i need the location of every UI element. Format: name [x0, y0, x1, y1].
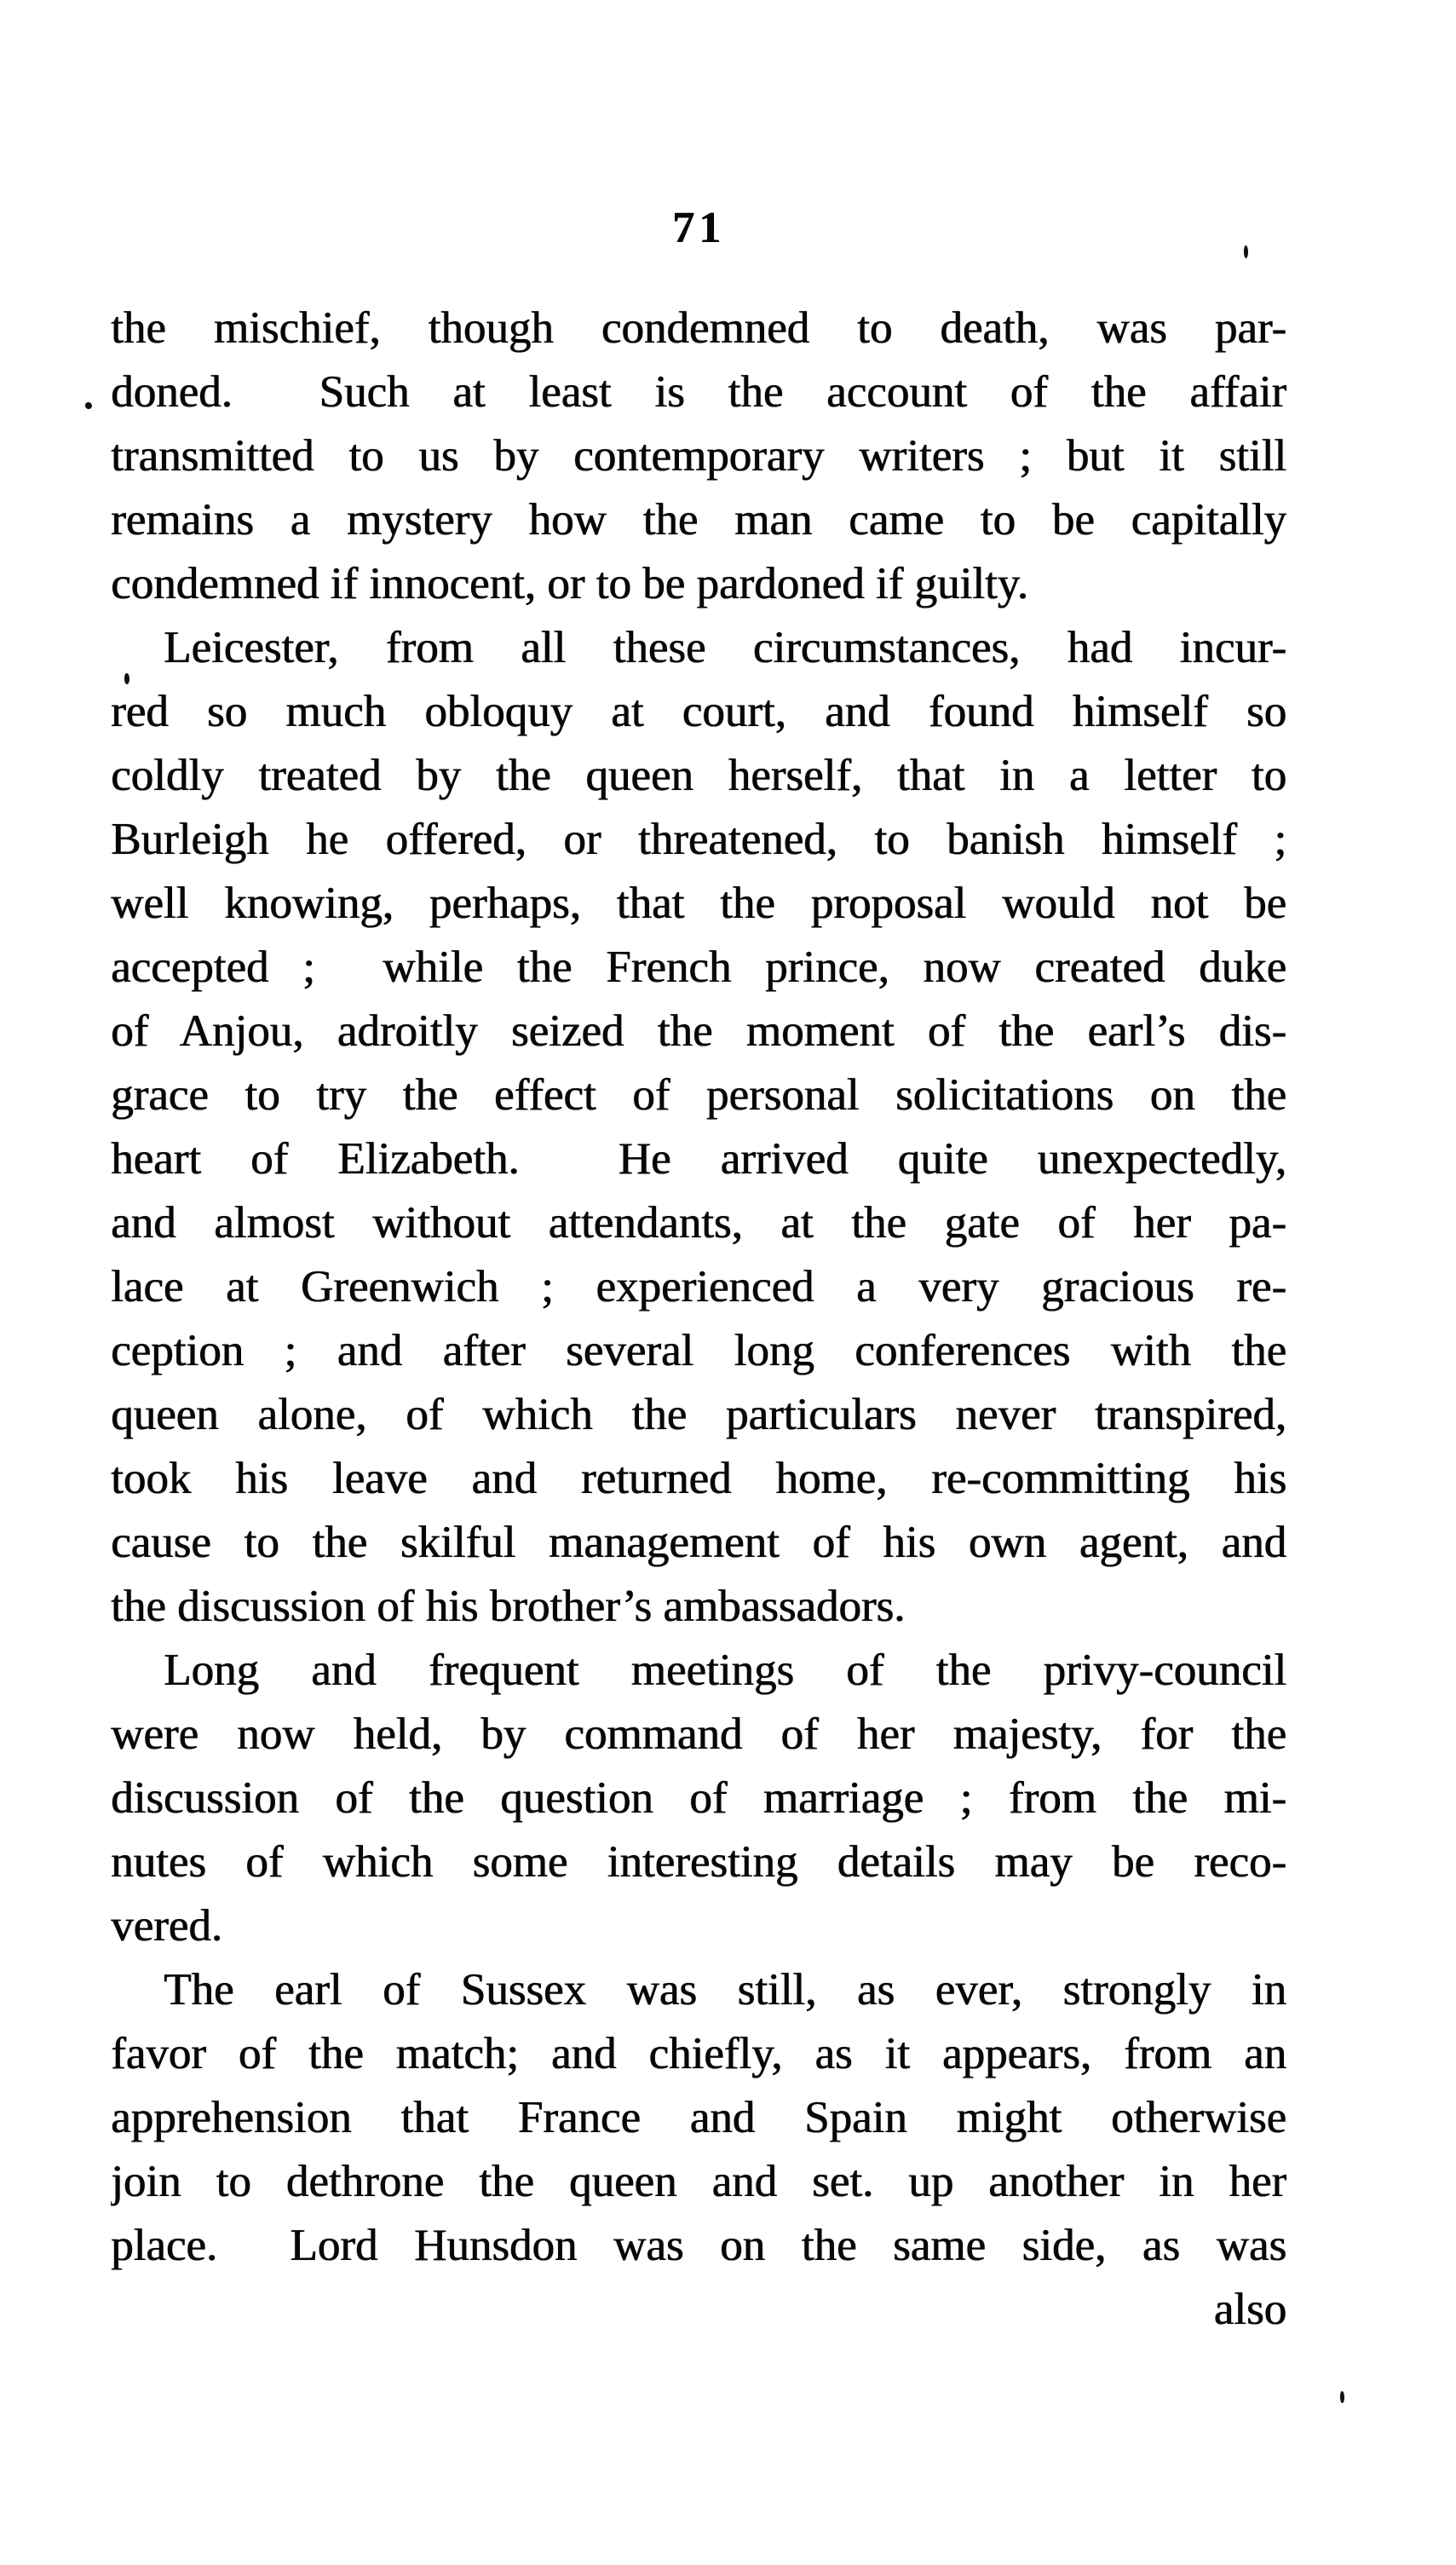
text-line: Burleigh he offered, or threatened, to banish himself ;: [111, 815, 1286, 864]
text-line: nutes of which some interesting details may be reco-: [111, 1837, 1286, 1887]
text-line: The earl of Sussex was still, as ever, strongly in: [164, 1965, 1286, 2015]
text-line: place. Lord Hunsdon was on the same side, as was: [111, 2221, 1286, 2270]
text-line: of Anjou, adroitly seized the moment of the earl’s dis-: [111, 1006, 1286, 1056]
text-line: apprehension that France and Spain might otherwise: [111, 2093, 1286, 2142]
text-line: accepted ; while the French prince, now created duke: [111, 942, 1286, 992]
text-line: remains a mystery how the man came to be capitally: [111, 495, 1286, 545]
text-line: grace to try the effect of personal solicitations on the: [111, 1070, 1286, 1120]
text-line: favor of the match; and chiefly, as it appears, from an: [111, 2029, 1286, 2078]
text-line: coldly treated by the queen herself, that in a letter to: [111, 751, 1286, 800]
text-line: discussion of the question of marriage ; from the mi-: [111, 1773, 1286, 1823]
text-line: transmitted to us by contemporary writers ; but it still: [111, 431, 1286, 481]
text-line: ception ; and after several long conferences with the: [111, 1326, 1286, 1375]
text-line: red so much obloquy at court, and found himself so: [111, 687, 1286, 736]
text-line: queen alone, of which the particulars never transpired,: [111, 1390, 1286, 1439]
text-line: lace at Greenwich ; experienced a very gracious re-: [111, 1262, 1286, 1311]
text-line: join to dethrone the queen and set. up another in her: [111, 2157, 1286, 2206]
text-line: Leicester, from all these circumstances, had incur-: [164, 623, 1286, 672]
text-line: the mischief, though condemned to death, was par-: [111, 303, 1286, 353]
text-line: condemned if innocent, or to be pardoned if guilty.: [111, 559, 1028, 608]
ink-speck: [1340, 2391, 1344, 2403]
paragraph: [111, 1639, 1286, 1958]
text-line: and almost without attendants, at the gate of her pa-: [111, 1198, 1286, 1248]
text-line: cause to the skilful management of his own agent, and: [111, 1518, 1286, 1567]
text-line: took his leave and returned home, re-committing his: [111, 1454, 1286, 1503]
catchword: also: [1213, 2285, 1286, 2334]
text-line: were now held, by command of her majesty, for the: [111, 1709, 1286, 1759]
page-number: 71: [672, 204, 725, 252]
paragraph: [111, 297, 1286, 616]
text-line: vered.: [111, 1901, 222, 1951]
text-line: doned. Such at least is the account of the affair: [111, 367, 1286, 417]
text-line: heart of Elizabeth. He arrived quite unexpectedly,: [111, 1134, 1286, 1184]
ink-speck: [1244, 245, 1248, 258]
paragraph: [111, 616, 1286, 1639]
page-text: [111, 297, 1286, 2342]
ink-speck: [85, 402, 92, 409]
text-line: Long and frequent meetings of the privy-council: [164, 1646, 1286, 1695]
paragraph: [111, 1958, 1286, 2278]
text-line: the discussion of his brother’s ambassadors.: [111, 1582, 906, 1631]
text-line: well knowing, perhaps, that the proposal would not be: [111, 879, 1286, 928]
ink-speck: [124, 673, 129, 684]
